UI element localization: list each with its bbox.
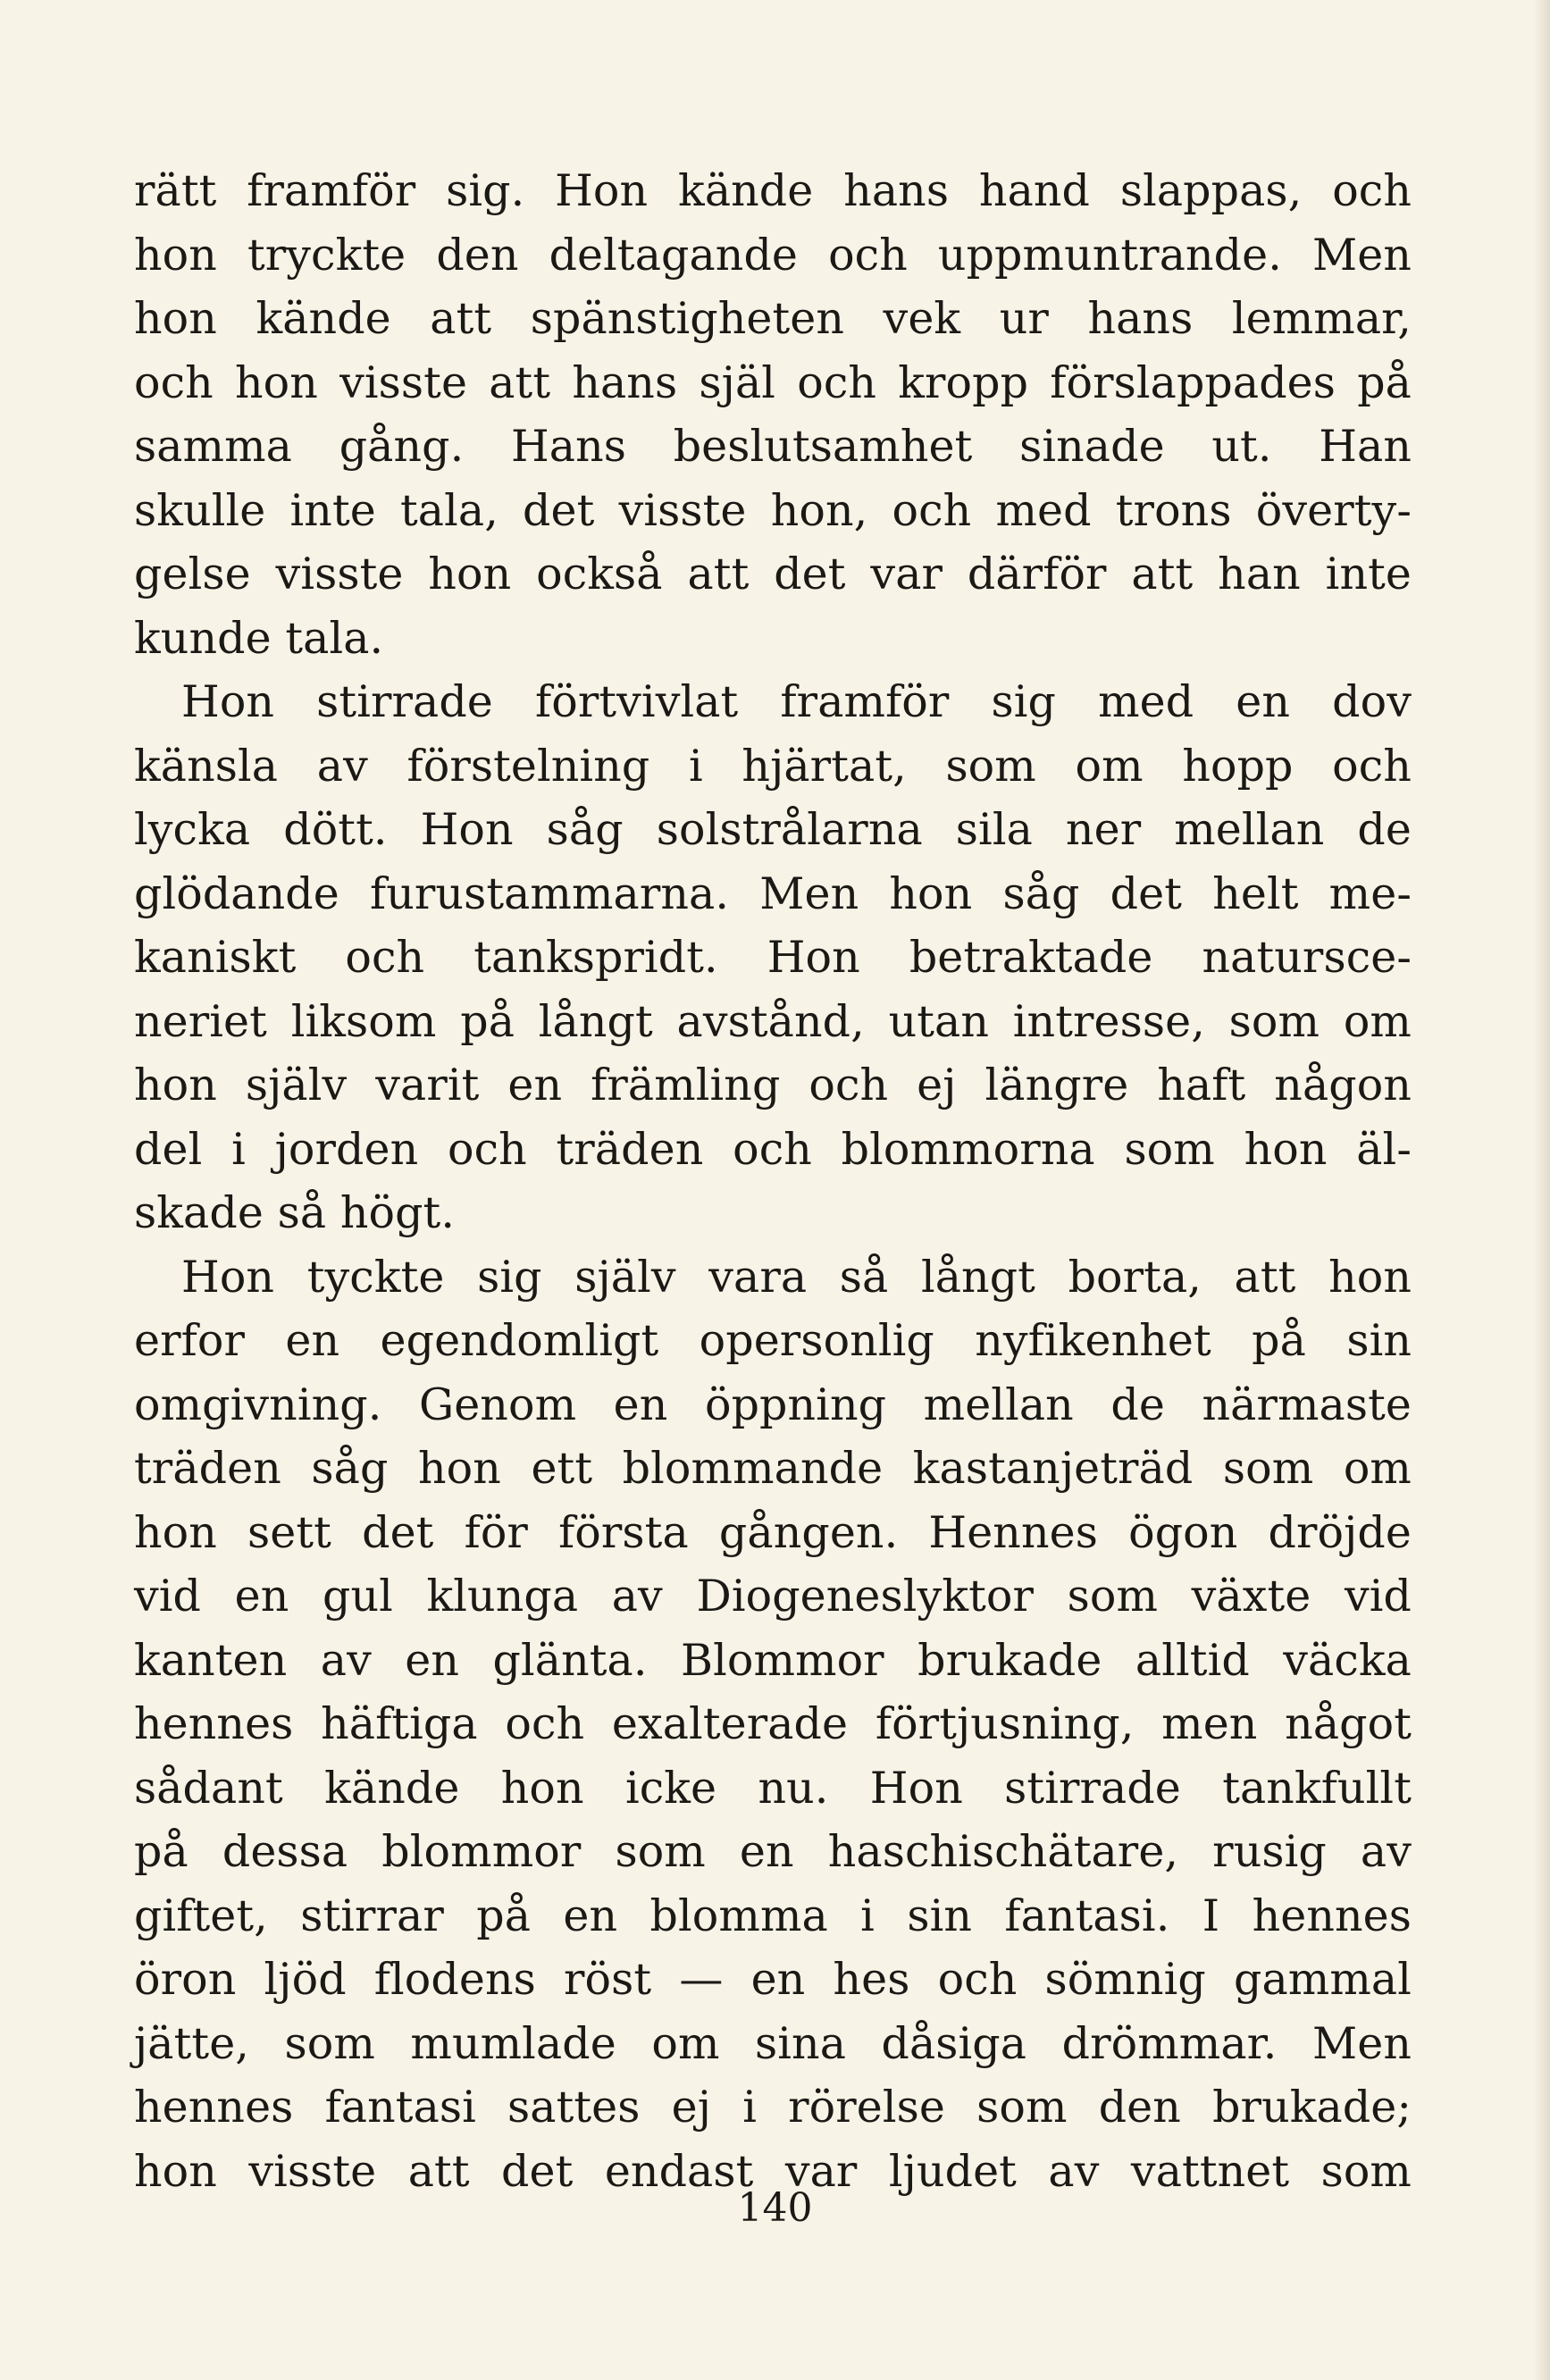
text-line: jätte, som mumlade om sina dåsiga drömmar. Men [134,2017,1412,2069]
text-line: hon kände att spänstigheten vek ur hans lemmar, [134,293,1412,344]
text-line: hon visste att det endast var ljudet av vattnet som [134,2145,1412,2197]
text-line: kunde tala. [134,612,384,664]
text-line: samma gång. Hans beslutsamhet sinade ut. Han [134,421,1412,472]
text-line: och hon visste att hans själ och kropp förslappades på [134,356,1412,408]
text-line: på dessa blommor som en haschischätare, rusig av [134,1826,1412,1877]
text-line: del i jorden och träden och blommorna som hon äl- [134,1123,1412,1175]
text-line: sådant kände hon icke nu. Hon stirrade tankfullt [134,1762,1412,1814]
text-line: lycka dött. Hon såg solstrålarna sila ner mellan de [134,804,1412,855]
text-line: gelse visste hon också att det var därför att han inte [134,549,1412,599]
page-number: 140 [737,2185,813,2231]
text-line: vid en gul klunga av Diogeneslyktor som växte vid [134,1571,1412,1622]
text-line: skade så högt. [134,1187,456,1238]
text-line: rätt framför sig. Hon kände hans hand slappas, och [134,165,1412,216]
text-line: hon tryckte den deltagande och uppmuntrande. Men [134,229,1412,281]
text-line: kanten av en glänta. Blommor brukade alltid väcka [134,1634,1412,1686]
text-line: känsla av förstelning i hjärtat, som om hopp och [134,740,1412,792]
text-line: neriet liksom på långt avstånd, utan intresse, som om [134,995,1412,1047]
text-line: hon själv varit en främling och ej längre haft någon [134,1060,1412,1110]
text-line: omgivning. Genom en öppning mellan de närmaste [134,1379,1412,1430]
text-line: hennes fantasi sattes ej i rörelse som den brukade; [134,2082,1412,2133]
text-line: träden såg hon ett blommande kastanjeträd som om [134,1443,1412,1494]
text-line: giftet, stirrar på en blomma i sin fantasi. I hennes [134,1890,1412,1941]
text-line: erfor en egendomligt opersonlig nyfikenhet på sin [134,1315,1412,1366]
text-line: öron ljöd flodens röst — en hes och sömnig gammal [134,1954,1412,2005]
body-text [134,159,1412,2203]
text-line: glödande furustammarna. Men hon såg det helt me- [134,867,1412,919]
page-edge-shadow [1534,0,1550,2380]
text-line: skulle inte tala, det visste hon, och med trons överty- [134,484,1412,536]
text-line: Hon stirrade förtvivlat framför sig med en dov [181,676,1412,727]
text-line: kaniskt och tankspridt. Hon betraktade natursce- [134,932,1412,983]
text-line: Hon tyckte sig själv vara så långt borta, att hon [181,1251,1412,1303]
text-line: hennes häftiga och exalterade förtjusning, men något [134,1698,1412,1749]
text-line: hon sett det för första gången. Hennes ögon dröjde [134,1506,1412,1558]
